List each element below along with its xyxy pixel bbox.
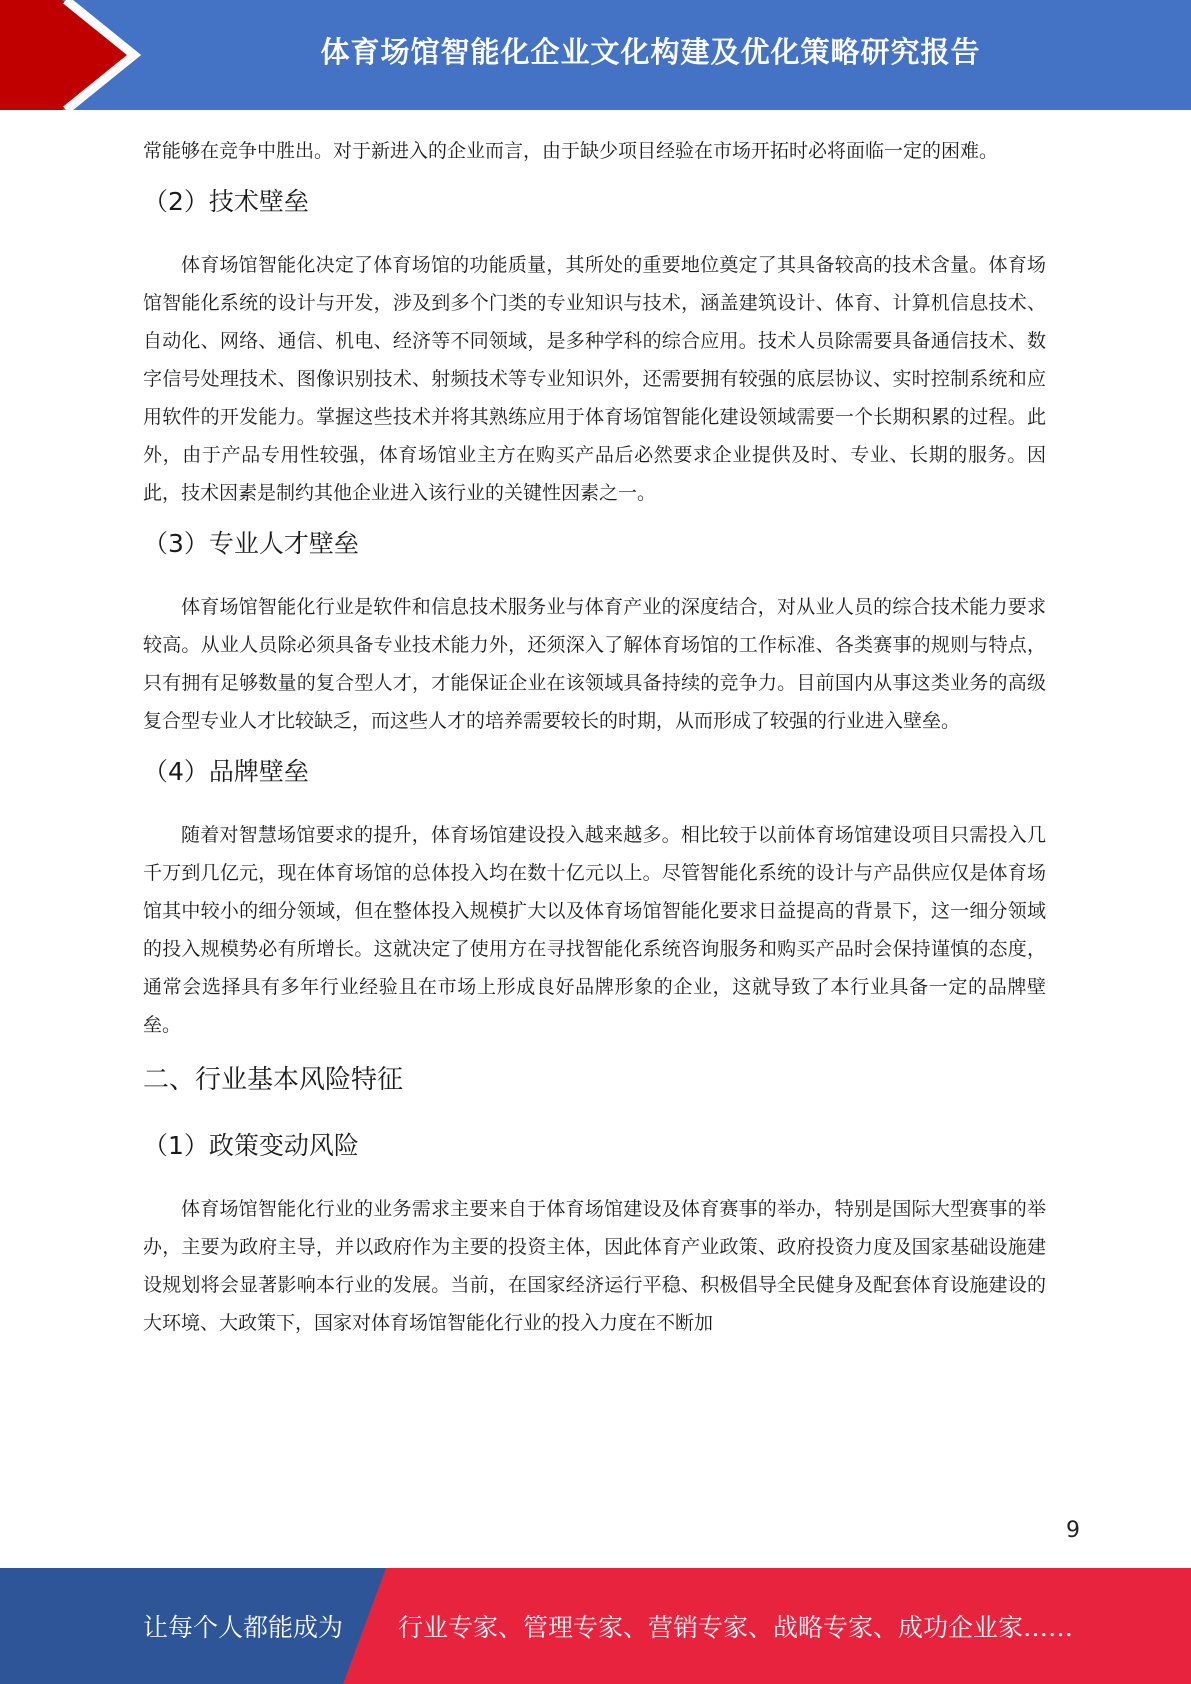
page-number: 9 [1066, 1518, 1080, 1543]
talent-barrier-paragraph: 体育场馆智能化行业是软件和信息技术服务业与体育产业的深度结合，对从业人员的综合技术能力要求较高。从业人员除必须具备专业技术能力外，还须深入了解体育场馆的工作标准、各类赛事的规则与特点，只有拥有足够数量的复合型人才，才能保证企业在该领域具备持续的竞争力。目前国内从事这类业务的高级复合型专业人才比较缺乏，而这些人才的培养需要较长的时期，从而形成了较强的行业进入壁垒。 [143, 596, 1046, 732]
footer-slogan-right: 行业专家、管理专家、营销专家、战略专家、成功企业家…… [398, 1613, 1074, 1642]
section-heading-brand-barrier: （4）品牌壁垒 [143, 757, 309, 786]
tech-barrier-paragraph: 体育场馆智能化决定了体育场馆的功能质量，其所处的重要地位奠定了其具备较高的技术含量。体育场馆智能化系统的设计与开发，涉及到多个门类的专业知识与技术，涵盖建筑设计、体育、计算机信息技术、自动化、网络、通信、机电、经济等不同领域，是多种学科的综合应用。技术人员除需要具备通信技术、数字信号处理技术、图像识别技术、射频技术等专业知识外，还需要拥有较强的底层协议、实时控制系统和应用软件的开发能力。掌握这些技术并将其熟练应用于体育场馆智能化建设领域需要一个长期积累的过程。此外，由于产品专用性较强，体育场馆业主方在购买产品后必然要求企业提供及时、专业、长期的服务。因此，技术因素是制约其他企业进入该行业的关键性因素之一。 [143, 254, 1046, 504]
brand-barrier-paragraph: 随着对智慧场馆要求的提升，体育场馆建设投入越来越多。相比较于以前体育场馆建设项目只需投入几千万到几亿元，现在体育场馆的总体投入均在数十亿元以上。尽管智能化系统的设计与产品供应仅是体育场馆其中较小的细分领域，但在整体投入规模扩大以及体育场馆智能化要求日益提高的背景下，这一细分领域的投入规模势必有所增长。这就决定了使用方在寻找智能化系统咨询服务和购买产品时会保持谨慎的态度，通常会选择具有多年行业经验且在市场上形成良好品牌形象的企业，这就导致了本行业具备一定的品牌壁垒。 [143, 824, 1046, 1036]
section-heading-tech-barrier: （2）技术壁垒 [143, 187, 309, 216]
chapter-heading-risk: 二、行业基本风险特征 [143, 1065, 404, 1095]
page-content [143, 132, 1046, 1342]
intro-paragraph: 常能够在竞争中胜出。对于新进入的企业而言，由于缺少项目经验在市场开拓时必将面临一定的困难。 [143, 140, 999, 162]
policy-risk-paragraph: 体育场馆智能化行业的业务需求主要来自于体育场馆建设及体育赛事的举办，特别是国际大型赛事的举办，主要为政府主导，并以政府作为主要的投资主体，因此体育产业政策、政府投资力度及国家基础设施建设规划将会显著影响本行业的发展。当前，在国家经济运行平稳、积极倡导全民健身及配套体育设施建设的大环境、大政策下，国家对体育场馆智能化行业的投入力度在不断加 [143, 1198, 1046, 1334]
report-title: 体育场馆智能化企业文化构建及优化策略研究报告 [320, 34, 981, 69]
page-footer [0, 1568, 1191, 1684]
footer-slogan-left: 让每个人都能成为 [143, 1613, 344, 1642]
section-heading-policy-risk: （1）政策变动风险 [143, 1131, 359, 1160]
section-heading-talent-barrier: （3）专业人才壁垒 [143, 529, 359, 558]
page-header [0, 0, 1191, 110]
